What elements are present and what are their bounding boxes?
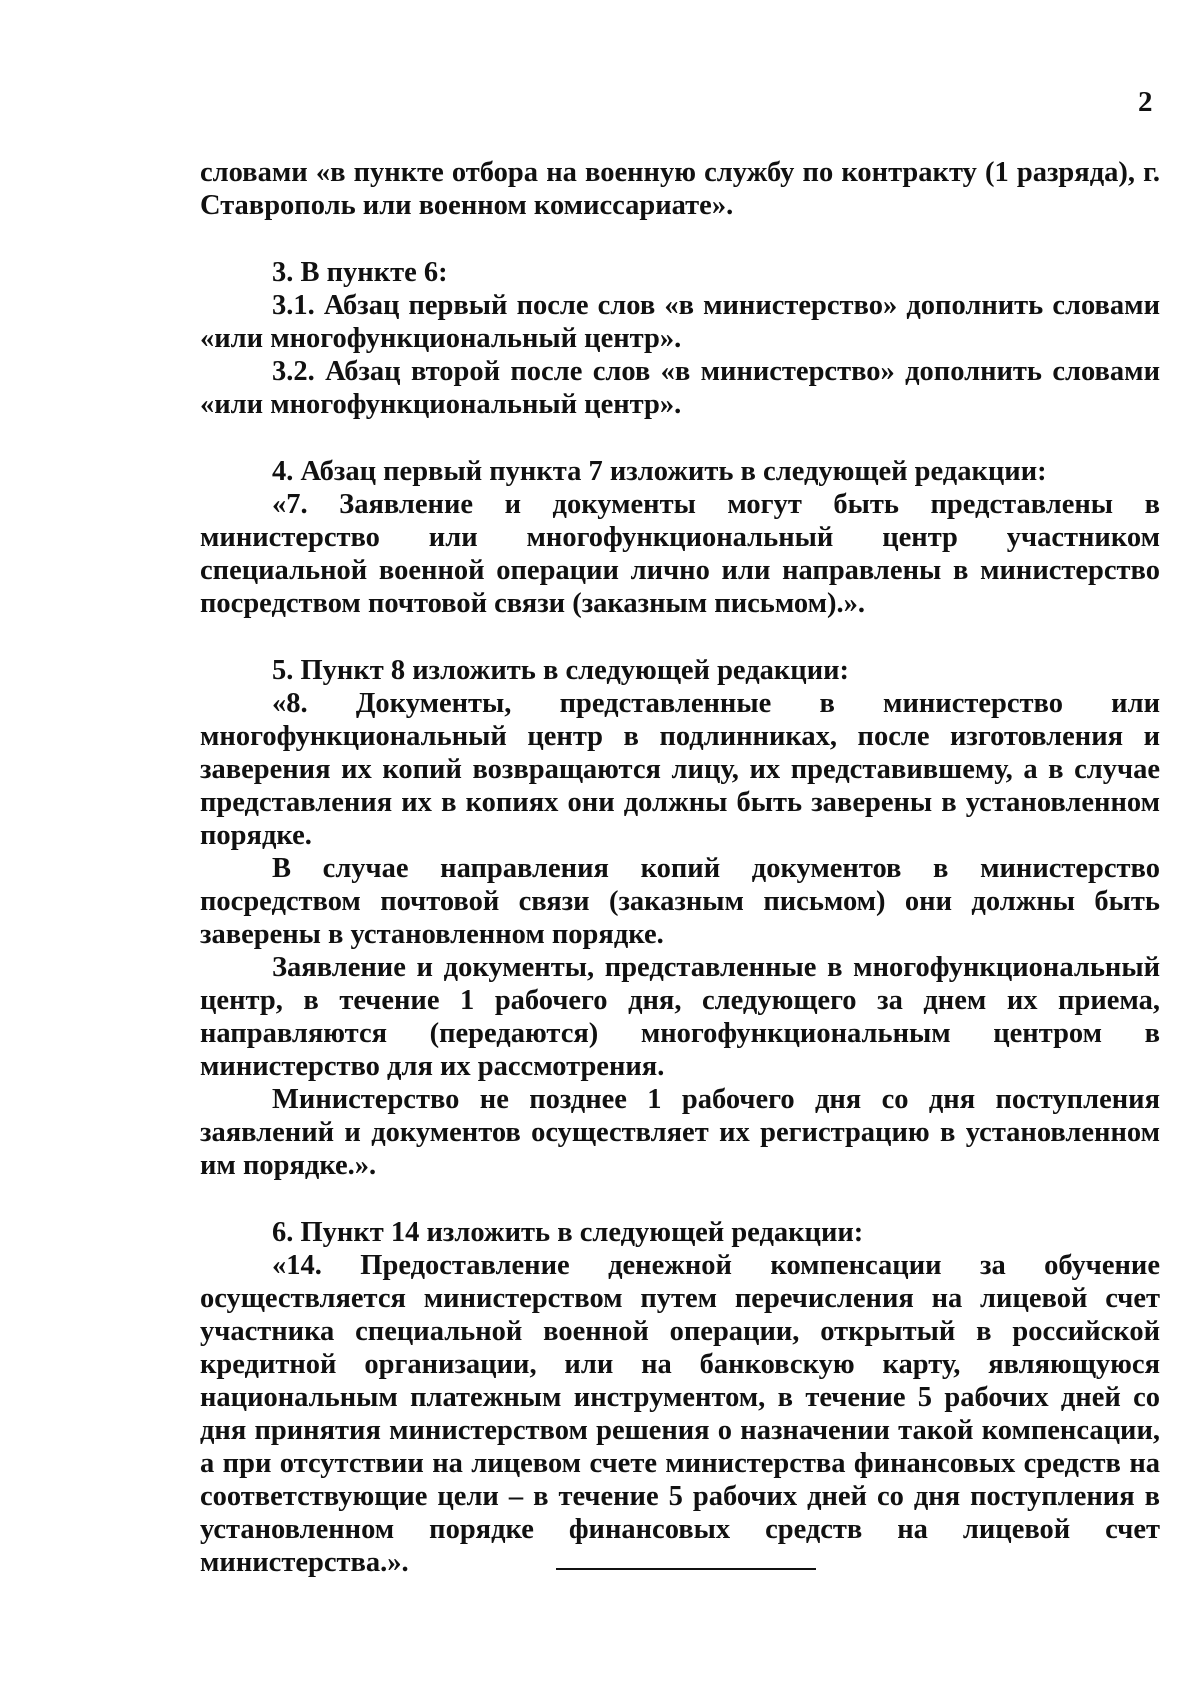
document-body — [200, 156, 1160, 1579]
item-5-text-2: В случае направления копий документов в министерство посредством почтовой связи (заказным письмом) они должны быть заверены в установленном порядке. — [200, 853, 1160, 950]
end-divider — [556, 1568, 816, 1570]
page-number: 2 — [1138, 86, 1153, 118]
item-5-heading: 5. Пункт 8 изложить в следующей редакции: — [272, 655, 850, 686]
item-3-1: 3.1. Абзац первый после слов «в министерство» дополнить словами «или многофункциональный центр». — [200, 290, 1160, 354]
item-3-heading: 3. В пункте 6: — [272, 257, 448, 288]
item-5-text-4: Министерство не позднее 1 рабочего дня со дня поступления заявлений и документов осуществляет их регистрацию в установленном им порядке.». — [200, 1084, 1160, 1181]
item-4-heading: 4. Абзац первый пункта 7 изложить в следующей редакции: — [272, 456, 1047, 487]
item-6-text: «14. Предоставление денежной компенсации за обучение осуществляется министерством путем перечисления на лицевой счет участника специальной военной операции, открытый в российской кредитной организации, или на банковскую карту, являющуюся национальным платежным инструментом, в течение 5 рабочих дней со дня принятия министерством решения о назначении такой компенсации, а при отсутствии на лицевом счете министерства финансовых средств на соответствующие цели – в течение 5 рабочих дней со дня поступления в установленном порядке финансовых средств на лицевой счет министерства.». — [200, 1250, 1160, 1578]
item-4-text: «7. Заявление и документы могут быть представлены в министерство или многофункциональный центр участником специальной военной операции лично или направлены в министерство посредством почтовой связи (заказным письмом).». — [200, 489, 1160, 619]
item-6-heading: 6. Пункт 14 изложить в следующей редакции: — [272, 1217, 864, 1248]
item-3-2: 3.2. Абзац второй после слов «в министерство» дополнить словами «или многофункциональный центр». — [200, 356, 1160, 420]
paragraph-continuation: словами «в пункте отбора на военную службу по контракту (1 разряда), г. Ставрополь или военном комиссариате». — [200, 157, 1160, 221]
item-5-text-1: «8. Документы, представленные в министерство или многофункциональный центр в подлинниках, после изготовления и заверения их копий возвращаются лицу, их представившему, а в случае представления их в копиях они должны быть заверены в установленном порядке. — [200, 688, 1160, 851]
item-5-text-3: Заявление и документы, представленные в многофункциональный центр, в течение 1 рабочего дня, следующего за днем их приема, направляются (передаются) многофункциональным центром в министерство для их рассмотрения. — [200, 952, 1160, 1082]
